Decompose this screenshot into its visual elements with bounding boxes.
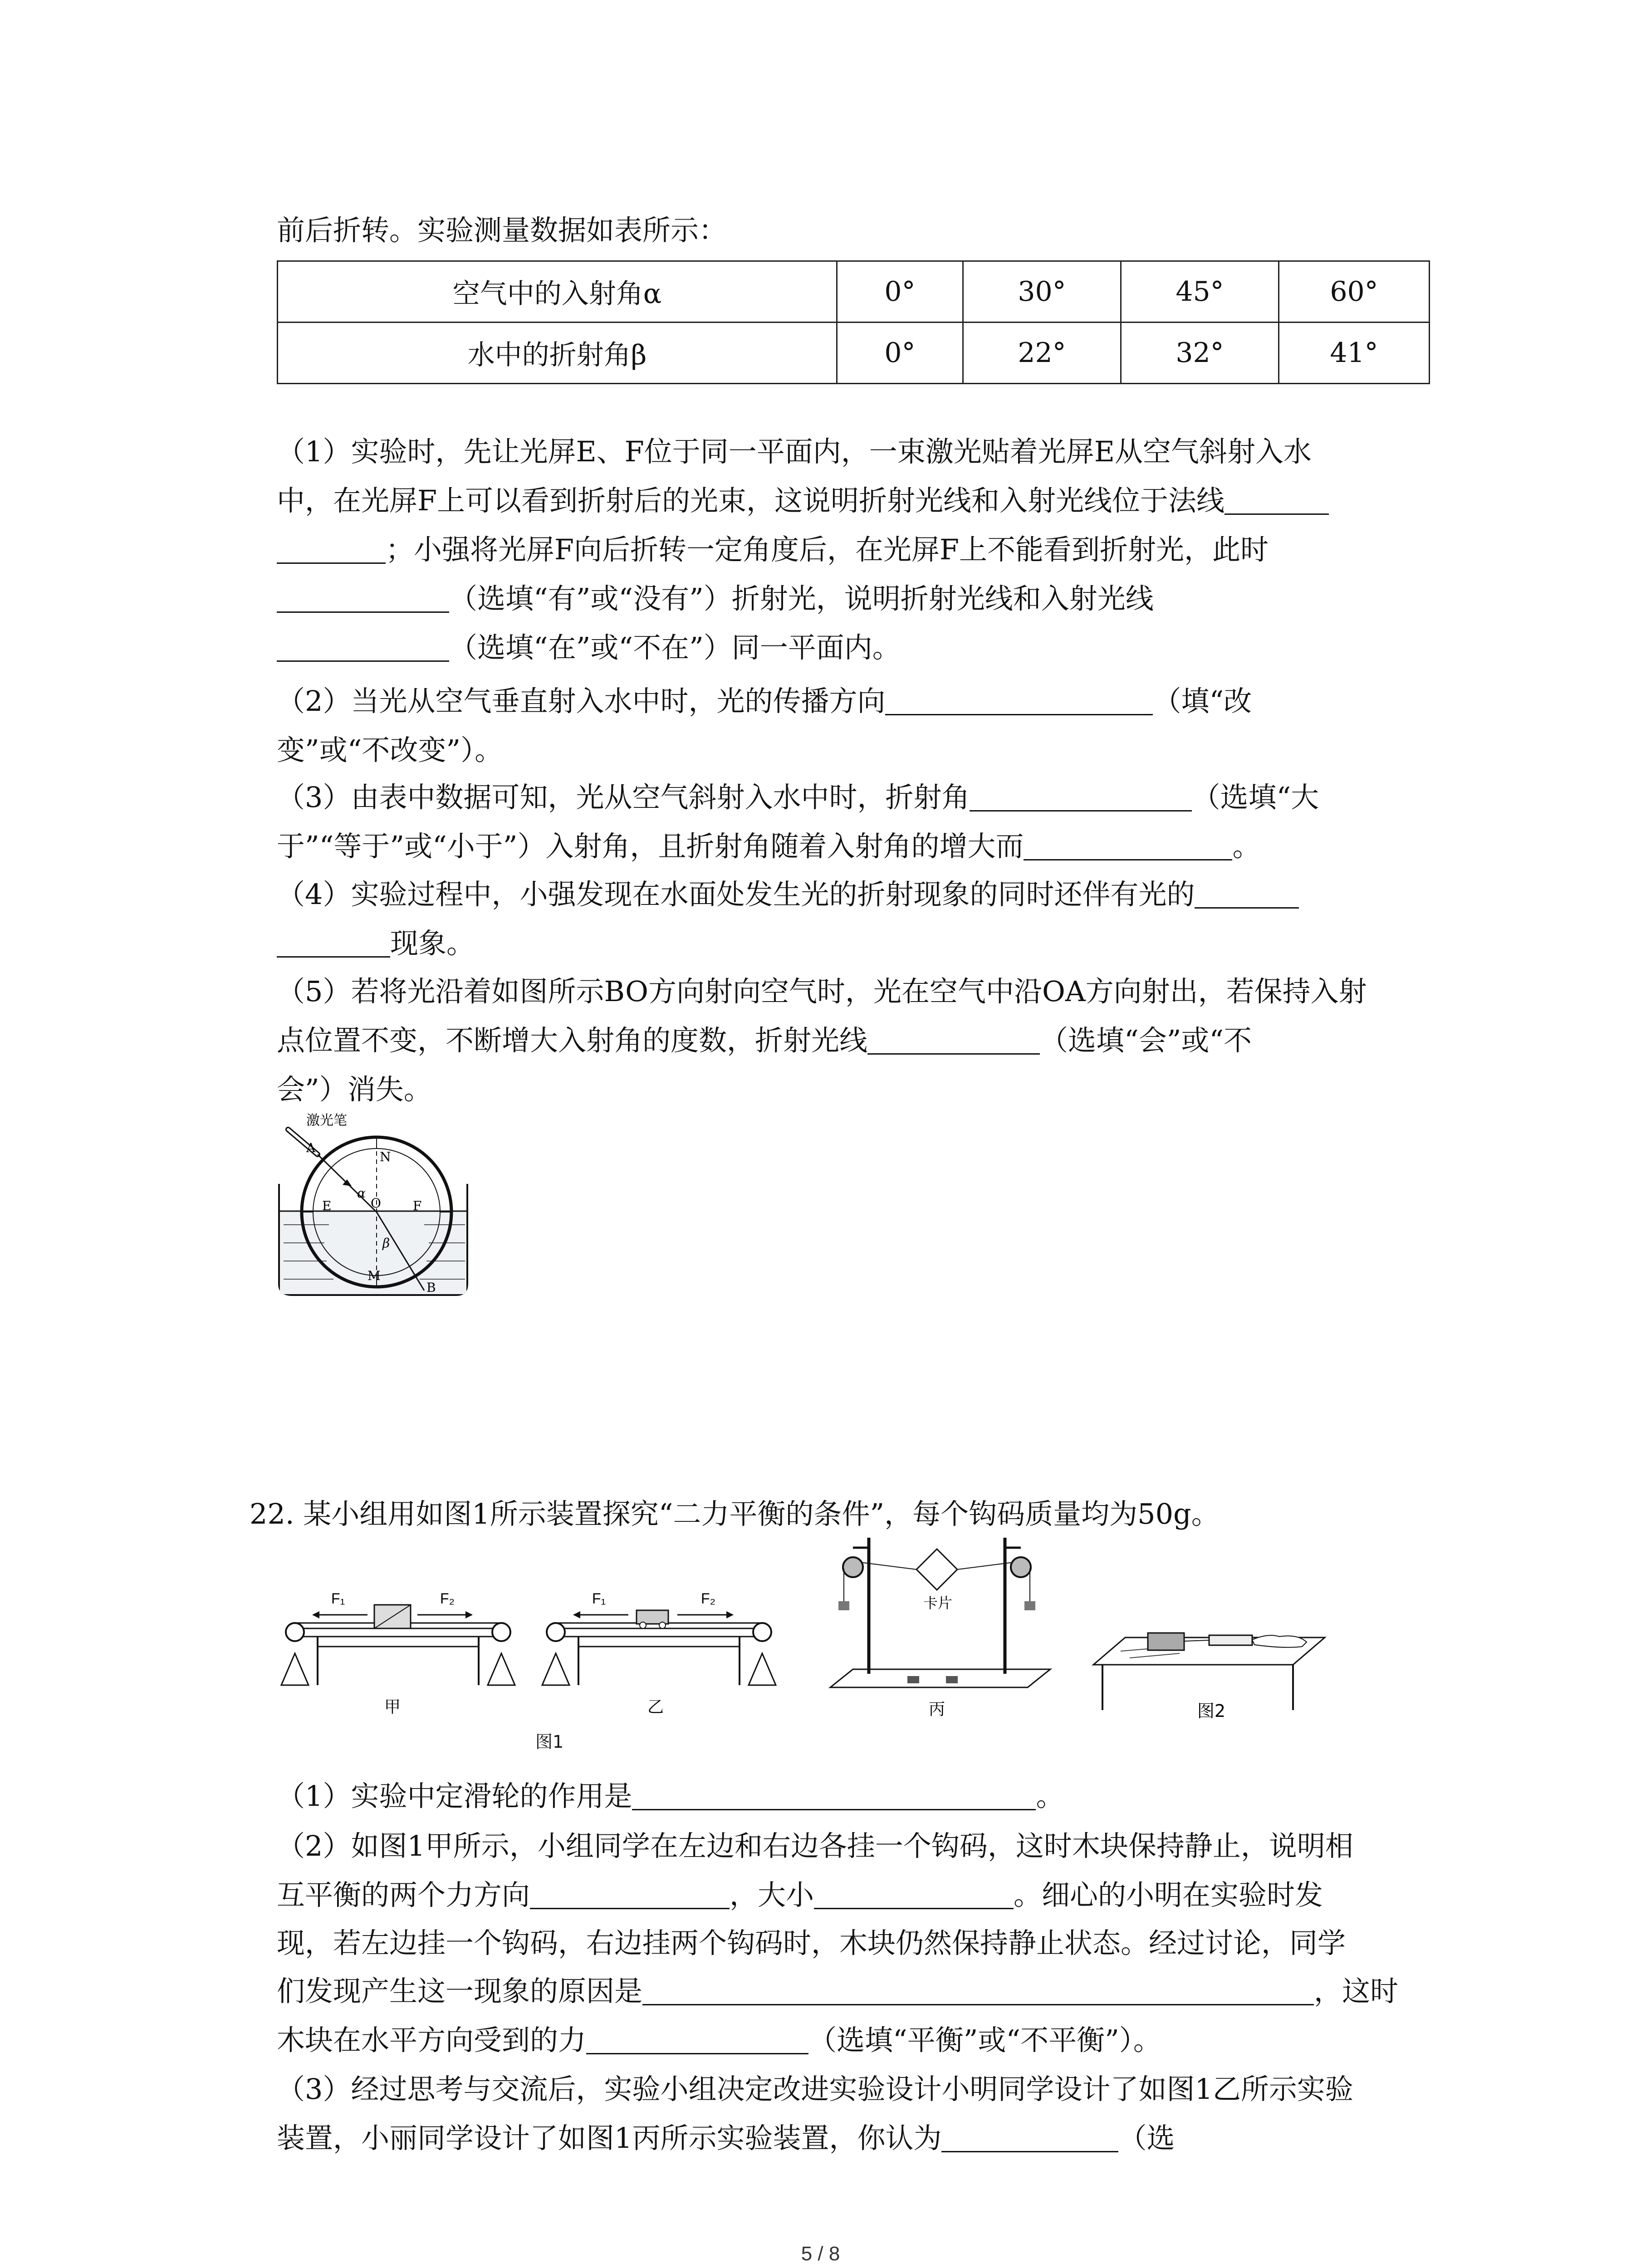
q21-part3-line1-wrap: [277, 779, 1319, 816]
alpha-label: α: [357, 1186, 366, 1201]
q21-part5-line3: 会”）消失。: [277, 1073, 432, 1106]
q22-part2-line5-wrap: [277, 2022, 1161, 2058]
q21-part2-line1: （2）当光从空气垂直射入水中时，光的传播方向: [277, 684, 886, 718]
q22-part1: （1）实验中定滑轮的作用是: [277, 1779, 632, 1813]
figure1-bing: [826, 1520, 1053, 1719]
q22-part3-line1: （3）经过思考与交流后，实验小组决定改进实验设计小明同学设计了如图1乙所示实验: [277, 2072, 1353, 2106]
q21-part4-line2: 现象。: [390, 927, 475, 960]
q22-part2-line4-wrap: [277, 1973, 1398, 2009]
beta-label: β: [382, 1236, 390, 1251]
q22-part2-line4b: ，这时: [1314, 1975, 1399, 2008]
q21-part1-line5: （选填“在”或“不在”）同一平面内。: [449, 631, 901, 664]
table-row: [278, 261, 1430, 323]
force-f1-label: F₁: [592, 1590, 606, 1607]
table-cell: 22°: [963, 323, 1121, 384]
q21-part4-line2-wrap: [277, 925, 475, 962]
q22-part1-end: 。: [1036, 1779, 1064, 1813]
q21-part5-line2-wrap: [277, 1022, 1252, 1059]
force-f2-label: F₂: [440, 1590, 455, 1607]
q22-part2-line5a: 木块在水平方向受到的力: [277, 2024, 587, 2057]
q21-part1-line3: ；小强将光屏F向后折转一定角度后，在光屏F上不能看到折射光，此时: [386, 533, 1269, 566]
figure1-jia: [272, 1579, 526, 1719]
q21-part3-line1-end: （选填“大: [1192, 781, 1319, 814]
row-label: 水中的折射角β: [278, 323, 837, 384]
point-m-label: M: [367, 1268, 381, 1283]
answer-blank[interactable]: [632, 1781, 1036, 1810]
fig-bing-caption: 丙: [928, 1700, 945, 1719]
q22-stem: 22. 某小组用如图1所示装置探究“二力平衡的条件”，每个钩码质量均为50g。: [250, 1497, 1220, 1530]
table-row: [278, 323, 1430, 384]
q22-part3-line2-wrap: [277, 2120, 1175, 2156]
card-label: 卡片: [923, 1594, 953, 1612]
data-table: [277, 260, 1430, 384]
q22-part3-line2b: （选: [1118, 2121, 1175, 2155]
answer-blank[interactable]: [970, 782, 1192, 811]
q21-part3-line2: 于”“等于”或“小于”）入射角，且折射角随着入射角的增大而: [277, 830, 1024, 863]
point-o-label: O: [371, 1196, 381, 1211]
figure1-caption: 图1: [535, 1732, 564, 1752]
refraction-figure: [274, 1111, 474, 1302]
answer-blank[interactable]: [1225, 485, 1329, 515]
q21-part1-line3-wrap: [277, 532, 1269, 568]
table-cell: 32°: [1121, 323, 1279, 384]
q21-part1-line2-wrap: [277, 483, 1329, 519]
table-cell: 60°: [1279, 261, 1430, 323]
point-n-label: N: [380, 1149, 391, 1164]
q21-part3-line2-end: 。: [1232, 830, 1261, 863]
point-b-label: B: [426, 1280, 436, 1295]
q22-part2-line2-wrap: [277, 1877, 1323, 1913]
q21-part2-line1-wrap: [277, 683, 1252, 719]
table-cell: 0°: [837, 261, 963, 323]
answer-blank[interactable]: [885, 686, 1153, 715]
q21-part4-line1: （4）实验过程中，小强发现在水面处发生光的折射现象的同时还伴有光的: [277, 878, 1195, 911]
q21-part3-line2-wrap: [277, 828, 1261, 865]
q22-part1-wrap: [277, 1778, 1064, 1814]
q22-part2-line1: （2）如图1甲所示，小组同学在左边和右边各挂一个钩码，这时木块保持静止，说明相: [277, 1829, 1353, 1862]
table-cell: 45°: [1121, 261, 1279, 323]
q21-part1-line4: （选填“有”或“没有”）折射光，说明折射光线和入射光线: [449, 582, 1154, 615]
q21-part1-line4-wrap: [277, 581, 1154, 617]
q21-part1-line1: （1）实验时，先让光屏E、F位于同一平面内，一束激光贴着光屏E从空气斜射入水: [277, 435, 1312, 468]
q21-part5-line2-end: （选填“会”或“不: [1040, 1024, 1252, 1057]
page-number: 5 / 8: [801, 2243, 840, 2265]
table-cell: 30°: [963, 261, 1121, 323]
point-a-label: A: [306, 1140, 316, 1155]
laser-label: 激光笔: [306, 1113, 347, 1129]
q21-part3-line1: （3）由表中数据可知，光从空气斜射入水中时，折射角: [277, 781, 970, 814]
row-label: 空气中的入射角α: [278, 261, 837, 323]
q22-part2-line2c: 。细心的小明在实验时发: [1014, 1878, 1323, 1911]
intro-line: 前后折转。实验测量数据如表所示：: [277, 214, 727, 247]
answer-blank[interactable]: [642, 1976, 1314, 2005]
force-f1-label: F₁: [331, 1590, 345, 1607]
screen-f-label: F: [413, 1198, 422, 1213]
q21-part5-line2: 点位置不变，不断增大入射角的度数，折射光线: [277, 1024, 868, 1057]
answer-blank[interactable]: [941, 2123, 1118, 2152]
q21-part2-line2: 变”或“不改变”）。: [277, 733, 503, 767]
figure1-yi: [533, 1579, 787, 1719]
answer-blank[interactable]: [530, 1880, 730, 1909]
figure2-caption: 图2: [1197, 1701, 1226, 1721]
answer-blank[interactable]: [277, 534, 386, 564]
figure2: [1089, 1601, 1343, 1737]
table-cell: 0°: [837, 323, 963, 384]
q22-part2-line2a: 互平衡的两个力方向: [277, 1878, 530, 1911]
answer-blank[interactable]: [867, 1025, 1040, 1055]
fig-jia-caption: 甲: [384, 1698, 401, 1716]
q21-part4-line1-wrap: [277, 876, 1299, 913]
q21-part2-line1-end: （填“改: [1153, 684, 1252, 718]
answer-blank[interactable]: [1195, 879, 1299, 909]
fig-yi-caption: 乙: [647, 1698, 664, 1716]
screen-e-label: E: [322, 1198, 332, 1213]
q21-part5-line1: （5）若将光沿着如图所示BO方向射向空气时，光在空气中沿OA方向射出，若保持入射: [277, 975, 1367, 1008]
q22-part3-line2a: 装置，小丽同学设计了如图1丙所示实验装置，你认为: [277, 2121, 942, 2155]
q22-part2-line4a: 们发现产生这一现象的原因是: [277, 1975, 643, 2008]
answer-blank[interactable]: [277, 583, 449, 613]
answer-blank[interactable]: [277, 632, 449, 662]
q22-part2-line2b: ，大小: [730, 1878, 814, 1911]
q22-part2-line5b: （选填“平衡”或“不平衡”）。: [808, 2024, 1161, 2057]
q21-part1-line2: 中，在光屏F上可以看到折射后的光束，这说明折射光线和入射光线位于法线: [277, 484, 1225, 517]
q21-part1-line5-wrap: [277, 630, 901, 666]
table-cell: 41°: [1279, 323, 1430, 384]
answer-blank[interactable]: [1024, 831, 1232, 860]
answer-blank[interactable]: [814, 1880, 1014, 1909]
answer-blank[interactable]: [277, 928, 390, 958]
force-f2-label: F₂: [701, 1590, 715, 1607]
answer-blank[interactable]: [586, 2025, 808, 2054]
q22-part2-line3: 现，若左边挂一个钩码，右边挂两个钩码时，木块仍然保持静止状态。经过讨论，同学: [277, 1926, 1346, 1960]
